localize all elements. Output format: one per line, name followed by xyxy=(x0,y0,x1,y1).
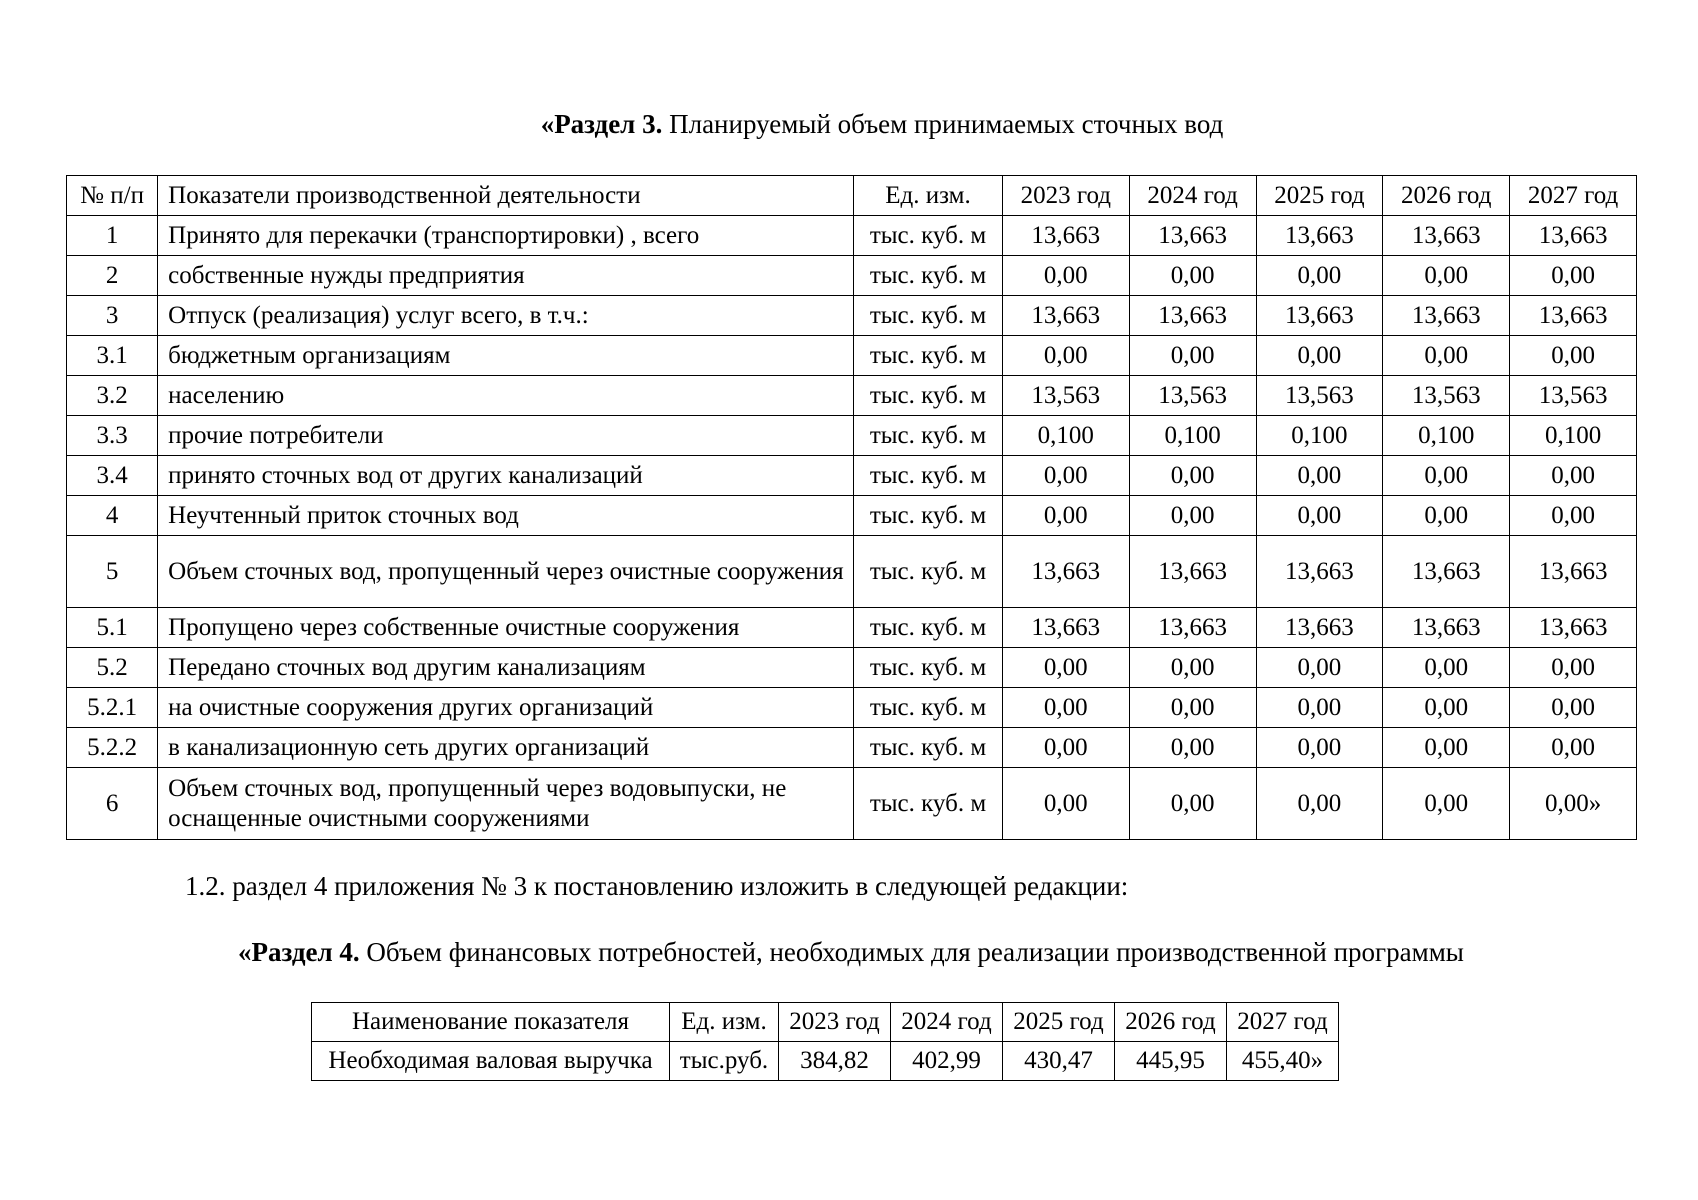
row-unit: тыс. куб. м xyxy=(854,536,1003,608)
header-cell-2027: 2027 год xyxy=(1510,176,1637,216)
table-row xyxy=(67,496,1637,536)
row-value-2026: 0,00 xyxy=(1383,728,1510,768)
table-row xyxy=(67,296,1637,336)
section4-title-bold: «Раздел 4. xyxy=(238,937,360,967)
section3-title-bold: «Раздел 3. xyxy=(540,109,663,139)
row-value-2025: 0,00 xyxy=(1256,728,1383,768)
row-value-2023: 0,00 xyxy=(1002,256,1129,296)
row-value-2027: 455,40» xyxy=(1227,1042,1339,1081)
header-cell-2025: 2025 год xyxy=(1256,176,1383,216)
row-value-2027: 0,00 xyxy=(1510,456,1637,496)
table-row xyxy=(67,256,1637,296)
row-value-2025: 13,663 xyxy=(1256,608,1383,648)
row-name: Принято для перекачки (транспортировки) , всего xyxy=(158,216,854,256)
row-value-2023: 0,00 xyxy=(1002,768,1129,840)
row-num: 5.1 xyxy=(67,608,158,648)
row-value-2024: 0,00 xyxy=(1129,456,1256,496)
row-value-2026: 0,00 xyxy=(1383,768,1510,840)
header-cell-2024: 2024 год xyxy=(891,1003,1003,1042)
amendment-paragraph: 1.2. раздел 4 приложения № 3 к постановлению изложить в следующей редакции: xyxy=(185,871,1129,901)
row-value-2026: 13,563 xyxy=(1383,376,1510,416)
row-value-2027: 13,663 xyxy=(1510,608,1637,648)
row-value-2026: 13,663 xyxy=(1383,296,1510,336)
row-num: 5.2 xyxy=(67,648,158,688)
row-name: Отпуск (реализация) услуг всего, в т.ч.: xyxy=(158,296,854,336)
row-unit: тыс. куб. м xyxy=(854,456,1003,496)
row-num: 3.1 xyxy=(67,336,158,376)
table-row xyxy=(312,1042,1339,1081)
row-unit: тыс. куб. м xyxy=(854,496,1003,536)
row-value-2027: 0,00 xyxy=(1510,496,1637,536)
row-value-2023: 384,82 xyxy=(779,1042,891,1081)
table-row xyxy=(67,768,1637,840)
row-value-2023: 13,663 xyxy=(1002,608,1129,648)
row-name: Неучтенный приток сточных вод xyxy=(158,496,854,536)
row-num: 6 xyxy=(67,768,158,840)
row-name: Необходимая валовая выручка xyxy=(312,1042,670,1081)
row-value-2026: 13,663 xyxy=(1383,536,1510,608)
row-value-2024: 0,100 xyxy=(1129,416,1256,456)
table-row xyxy=(67,456,1637,496)
table-row xyxy=(67,416,1637,456)
row-unit: тыс. куб. м xyxy=(854,728,1003,768)
section3-table xyxy=(66,175,1637,840)
row-value-2026: 0,00 xyxy=(1383,496,1510,536)
header-cell-2023: 2023 год xyxy=(779,1003,891,1042)
row-value-2026: 0,00 xyxy=(1383,456,1510,496)
row-value-2024: 0,00 xyxy=(1129,336,1256,376)
table-row xyxy=(67,376,1637,416)
row-value-2027: 0,100 xyxy=(1510,416,1637,456)
row-unit: тыс. куб. м xyxy=(854,336,1003,376)
row-unit: тыс.руб. xyxy=(670,1042,779,1081)
header-cell-num: № п/п xyxy=(67,176,158,216)
row-value-2027: 13,663 xyxy=(1510,296,1637,336)
row-value-2025: 13,663 xyxy=(1256,216,1383,256)
header-cell-2023: 2023 год xyxy=(1002,176,1129,216)
row-value-2027: 13,563 xyxy=(1510,376,1637,416)
row-num: 2 xyxy=(67,256,158,296)
header-cell-2025: 2025 год xyxy=(1003,1003,1115,1042)
row-value-2027: 0,00 xyxy=(1510,648,1637,688)
row-value-2025: 0,00 xyxy=(1256,496,1383,536)
row-value-2027: 0,00 xyxy=(1510,728,1637,768)
row-name: прочие потребители xyxy=(158,416,854,456)
row-name: бюджетным организациям xyxy=(158,336,854,376)
row-value-2023: 0,00 xyxy=(1002,336,1129,376)
row-value-2023: 0,100 xyxy=(1002,416,1129,456)
row-value-2025: 0,00 xyxy=(1256,768,1383,840)
row-value-2024: 13,663 xyxy=(1129,536,1256,608)
row-value-2024: 13,663 xyxy=(1129,216,1256,256)
row-value-2025: 0,00 xyxy=(1256,336,1383,376)
row-name: Передано сточных вод другим канализациям xyxy=(158,648,854,688)
header-cell-unit: Ед. изм. xyxy=(854,176,1003,216)
row-num: 5.2.2 xyxy=(67,728,158,768)
row-unit: тыс. куб. м xyxy=(854,256,1003,296)
row-value-2023: 0,00 xyxy=(1002,648,1129,688)
row-name: принято сточных вод от других канализаций xyxy=(158,456,854,496)
row-value-2023: 13,663 xyxy=(1002,536,1129,608)
section4-table xyxy=(311,1002,1339,1081)
table-row xyxy=(67,728,1637,768)
row-value-2024: 0,00 xyxy=(1129,768,1256,840)
row-value-2025: 0,00 xyxy=(1256,456,1383,496)
row-value-2023: 0,00 xyxy=(1002,728,1129,768)
table-header-row xyxy=(312,1003,1339,1042)
section4-title-rest: Объем финансовых потребностей, необходимых для реализации производственной программы xyxy=(359,937,1464,967)
row-unit: тыс. куб. м xyxy=(854,648,1003,688)
row-num: 4 xyxy=(67,496,158,536)
row-name: Пропущено через собственные очистные сооружения xyxy=(158,608,854,648)
row-value-2023: 0,00 xyxy=(1002,456,1129,496)
row-value-2024: 0,00 xyxy=(1129,256,1256,296)
row-value-2023: 13,563 xyxy=(1002,376,1129,416)
header-cell-2026: 2026 год xyxy=(1115,1003,1227,1042)
row-value-2025: 13,563 xyxy=(1256,376,1383,416)
row-value-2026: 13,663 xyxy=(1383,216,1510,256)
row-value-2023: 13,663 xyxy=(1002,296,1129,336)
row-value-2023: 13,663 xyxy=(1002,216,1129,256)
row-value-2025: 0,00 xyxy=(1256,256,1383,296)
row-unit: тыс. куб. м xyxy=(854,296,1003,336)
row-value-2026: 0,00 xyxy=(1383,256,1510,296)
row-unit: тыс. куб. м xyxy=(854,416,1003,456)
row-value-2024: 402,99 xyxy=(891,1042,1003,1081)
row-value-2026: 0,100 xyxy=(1383,416,1510,456)
row-value-2024: 0,00 xyxy=(1129,648,1256,688)
table-row xyxy=(67,336,1637,376)
row-num: 5 xyxy=(67,536,158,608)
section3-title-rest: Планируемый объем принимаемых сточных вод xyxy=(662,109,1224,139)
row-value-2027: 0,00 xyxy=(1510,336,1637,376)
row-value-2024: 13,663 xyxy=(1129,296,1256,336)
header-cell-2024: 2024 год xyxy=(1129,176,1256,216)
row-value-2026: 0,00 xyxy=(1383,688,1510,728)
row-value-2024: 13,563 xyxy=(1129,376,1256,416)
row-num: 3.3 xyxy=(67,416,158,456)
row-name: населению xyxy=(158,376,854,416)
row-value-2027: 13,663 xyxy=(1510,536,1637,608)
row-value-2027: 0,00 xyxy=(1510,688,1637,728)
row-unit: тыс. куб. м xyxy=(854,688,1003,728)
row-value-2023: 0,00 xyxy=(1002,496,1129,536)
row-value-2026: 445,95 xyxy=(1115,1042,1227,1081)
row-num: 3.2 xyxy=(67,376,158,416)
table-row xyxy=(67,608,1637,648)
row-value-2025: 430,47 xyxy=(1003,1042,1115,1081)
row-value-2026: 13,663 xyxy=(1383,608,1510,648)
row-value-2027: 0,00» xyxy=(1510,768,1637,840)
header-cell-unit: Ед. изм. xyxy=(670,1003,779,1042)
row-value-2026: 0,00 xyxy=(1383,336,1510,376)
row-name: на очистные сооружения других организаций xyxy=(158,688,854,728)
row-unit: тыс. куб. м xyxy=(854,608,1003,648)
row-name: собственные нужды предприятия xyxy=(158,256,854,296)
row-value-2024: 13,663 xyxy=(1129,608,1256,648)
section3-title xyxy=(0,109,1698,140)
table-header-row xyxy=(67,176,1637,216)
section4-title xyxy=(238,937,1464,968)
row-unit: тыс. куб. м xyxy=(854,376,1003,416)
row-value-2025: 0,00 xyxy=(1256,648,1383,688)
row-value-2025: 13,663 xyxy=(1256,536,1383,608)
row-num: 3 xyxy=(67,296,158,336)
row-unit: тыс. куб. м xyxy=(854,768,1003,840)
row-value-2023: 0,00 xyxy=(1002,688,1129,728)
row-name: в канализационную сеть других организаций xyxy=(158,728,854,768)
row-name: Объем сточных вод, пропущенный через водовыпуски, не оснащенные очистными сооружениями xyxy=(158,768,854,840)
row-name: Объем сточных вод, пропущенный через очистные сооружения xyxy=(158,536,854,608)
header-cell-2027: 2027 год xyxy=(1227,1003,1339,1042)
row-value-2024: 0,00 xyxy=(1129,728,1256,768)
header-cell-name: Показатели производственной деятельности xyxy=(158,176,854,216)
table-row xyxy=(67,216,1637,256)
row-value-2025: 0,100 xyxy=(1256,416,1383,456)
row-value-2024: 0,00 xyxy=(1129,688,1256,728)
row-num: 3.4 xyxy=(67,456,158,496)
row-value-2025: 0,00 xyxy=(1256,688,1383,728)
table-row xyxy=(67,536,1637,608)
header-cell-name: Наименование показателя xyxy=(312,1003,670,1042)
row-num: 5.2.1 xyxy=(67,688,158,728)
table-row xyxy=(67,688,1637,728)
table-row xyxy=(67,648,1637,688)
row-value-2027: 13,663 xyxy=(1510,216,1637,256)
row-value-2026: 0,00 xyxy=(1383,648,1510,688)
header-cell-2026: 2026 год xyxy=(1383,176,1510,216)
row-unit: тыс. куб. м xyxy=(854,216,1003,256)
row-value-2024: 0,00 xyxy=(1129,496,1256,536)
row-value-2027: 0,00 xyxy=(1510,256,1637,296)
row-num: 1 xyxy=(67,216,158,256)
row-value-2025: 13,663 xyxy=(1256,296,1383,336)
